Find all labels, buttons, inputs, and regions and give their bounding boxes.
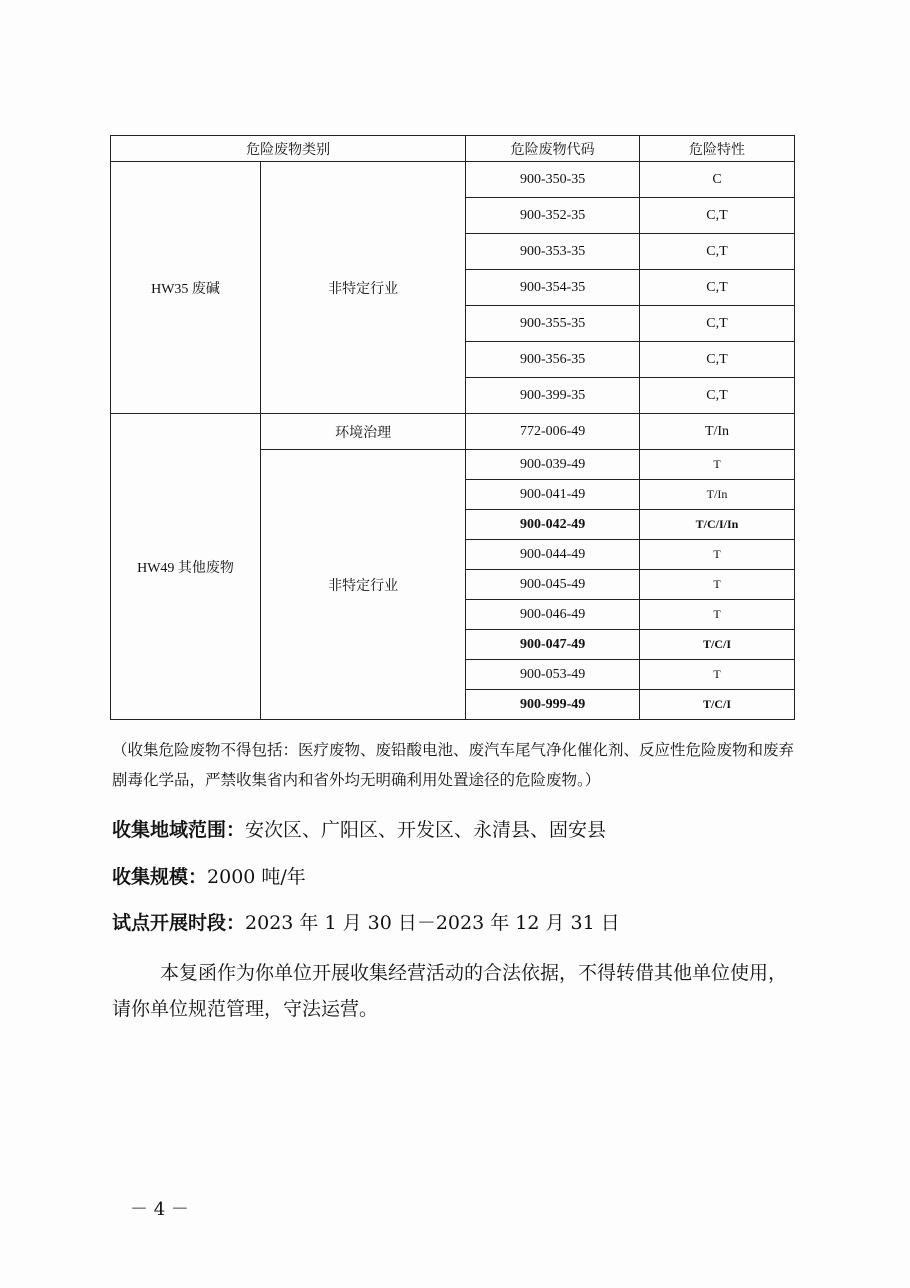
table-row [111,414,795,450]
hazardous-waste-table [110,135,795,720]
table-cell: 900-044-49 [466,540,640,570]
table-cell: 900-356-35 [466,342,640,378]
table-cell: C [639,162,794,198]
header-category: 危险废物类别 [111,136,466,162]
table-cell: C,T [639,198,794,234]
table-cell: T/In [639,480,794,510]
table-cell: 900-399-35 [466,378,640,414]
table-cell: T/In [639,414,794,450]
table-cell: C,T [639,270,794,306]
table-cell: C,T [639,234,794,270]
table-cell: 900-355-35 [466,306,640,342]
table-cell: 772-006-49 [466,414,640,450]
table-cell: T [639,450,794,480]
pilot-period: 试点开展时段：2023 年 1 月 30 日－2023 年 12 月 31 日 [112,912,620,934]
table-cell: C,T [639,378,794,414]
table-cell: 900-047-49 [466,630,640,660]
table-cell: 900-999-49 [466,690,640,720]
table-cell: T [639,540,794,570]
table-cell: 900-039-49 [466,450,640,480]
table-row [111,162,795,198]
table-cell: T [639,660,794,690]
table-cell: HW35 废碱 [111,162,261,414]
table-cell: 非特定行业 [261,162,466,414]
table-cell: 900-046-49 [466,600,640,630]
header-code: 危险废物代码 [466,136,640,162]
page-number: － 4 － [130,1199,189,1220]
collection-scale: 收集规模：2000 吨/年 [112,866,306,888]
table-cell: 900-042-49 [466,510,640,540]
table-cell: 900-053-49 [466,660,640,690]
body-paragraph: 本复函作为你单位开展收集经营活动的合法依据，不得转借其他单位使用，请你单位规范管理，守法运营。 [112,962,788,1020]
table-cell: T/C/I [639,630,794,660]
collection-scope: 收集地域范围：安次区、广阳区、开发区、永清县、固安县 [112,819,607,841]
table-cell: 900-045-49 [466,570,640,600]
table-cell: 900-352-35 [466,198,640,234]
table-cell: T [639,570,794,600]
table-cell: 900-041-49 [466,480,640,510]
table-cell: T [639,600,794,630]
header-characteristic: 危险特性 [639,136,794,162]
table-cell: 900-354-35 [466,270,640,306]
table-cell: 非特定行业 [261,450,466,720]
table-cell: 环境治理 [261,414,466,450]
table-cell: 900-350-35 [466,162,640,198]
table-cell: C,T [639,306,794,342]
table-cell: HW49 其他废物 [111,414,261,720]
table-cell: 900-353-35 [466,234,640,270]
table-cell: T/C/I/In [639,510,794,540]
table-cell: C,T [639,342,794,378]
exclusion-note: （收集危险废物不得包括：医疗废物、废铅酸电池、废汽车尾气净化催化剂、反应性危险废物和废弃剧毒化学品，严禁收集省内和省外均无明确利用处置途径的危险废物。） [112,741,795,789]
table-cell: T/C/I [639,690,794,720]
